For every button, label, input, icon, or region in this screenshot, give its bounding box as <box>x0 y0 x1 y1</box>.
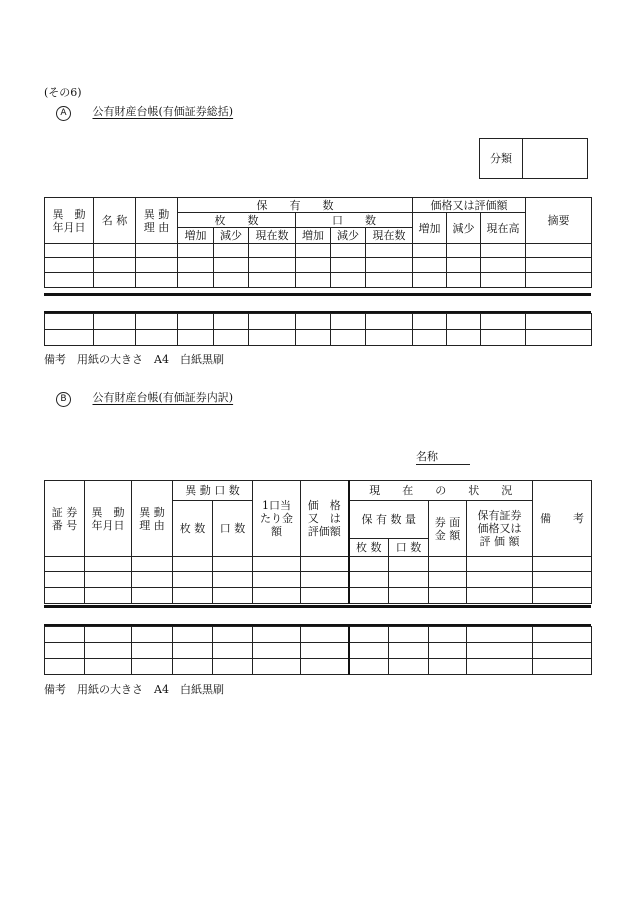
header-held-price: 保有証券 価格又は 評 価 額 <box>467 501 533 557</box>
section-a-heading <box>56 103 233 121</box>
header-units-decrease: 減少 <box>331 228 366 244</box>
header-sheets-decrease: 減少 <box>214 228 249 244</box>
table-row[interactable] <box>45 572 592 588</box>
section-a-note: 備考 用紙の大きさ A4 白紙黒刷 <box>44 353 224 366</box>
header-remarks: 摘要 <box>526 198 592 244</box>
header-sheets2: 枚 数 <box>349 539 389 557</box>
header-cert-no: 証 券 番 号 <box>45 481 85 557</box>
header-units-count: 口 数 <box>213 501 253 557</box>
table-row[interactable] <box>45 588 592 604</box>
section-b-lower-table <box>44 626 592 675</box>
name-label: 名称 <box>416 450 438 463</box>
header-price: 価 格 又 は 評価額 <box>301 481 349 557</box>
name-field[interactable] <box>416 448 470 465</box>
table-row[interactable] <box>45 330 592 346</box>
section-a-lower-table <box>44 313 592 346</box>
header-sheets-count: 枚 数 <box>173 501 213 557</box>
table-row[interactable] <box>45 258 592 273</box>
header-sheets: 枚 数 <box>178 213 296 228</box>
table-row[interactable] <box>45 627 592 643</box>
header-date: 異 動 年月日 <box>85 481 132 557</box>
header-holding: 保 有 数 <box>178 198 413 213</box>
classification-box <box>479 138 588 179</box>
header-units-current: 現在数 <box>366 228 413 244</box>
table-row[interactable] <box>45 659 592 675</box>
header-holding-qty: 保 有 数 量 <box>349 501 429 539</box>
section-b-header-table <box>44 480 592 604</box>
table-row[interactable] <box>45 314 592 330</box>
divider-rule <box>44 293 591 296</box>
classification-label: 分類 <box>480 139 523 179</box>
section-b-heading <box>56 389 233 407</box>
header-reason: 異 動 理 由 <box>132 481 173 557</box>
header-price: 価格又は評価額 <box>413 198 526 213</box>
table-row[interactable] <box>45 643 592 659</box>
table-row[interactable] <box>45 557 592 572</box>
header-per-unit: 1口当 たり金 額 <box>253 481 301 557</box>
header-units-increase: 増加 <box>296 228 331 244</box>
section-b-marker: B <box>56 392 71 407</box>
header-current-status: 現 在 の 状 況 <box>349 481 533 501</box>
section-a-header-table <box>44 197 592 288</box>
header-sheets-current: 現在数 <box>249 228 296 244</box>
page-label: (その6) <box>44 86 82 99</box>
section-a-marker: A <box>56 106 71 121</box>
table-row[interactable] <box>45 244 592 258</box>
header-price-current: 現在高 <box>481 213 526 244</box>
header-price-decrease: 減少 <box>447 213 481 244</box>
header-sheets-increase: 増加 <box>178 228 214 244</box>
header-name: 名 称 <box>94 198 136 244</box>
header-date: 異 動 年月日 <box>45 198 94 244</box>
section-a-title: 公有財産台帳(有価証券総括) <box>92 105 234 118</box>
section-b-title: 公有財産台帳(有価証券内訳) <box>92 391 234 404</box>
header-remarks: 備 考 <box>533 481 592 557</box>
header-reason: 異 動 理 由 <box>136 198 178 244</box>
section-b-note: 備考 用紙の大きさ A4 白紙黒刷 <box>44 683 224 696</box>
table-row[interactable] <box>45 273 592 288</box>
classification-value[interactable] <box>523 139 588 179</box>
divider-rule <box>44 605 591 608</box>
header-price-increase: 増加 <box>413 213 447 244</box>
header-units: 口 数 <box>296 213 413 228</box>
header-units2: 口 数 <box>389 539 429 557</box>
header-units-change: 異 動 口 数 <box>173 481 253 501</box>
header-face-amount: 券 面 金 額 <box>429 501 467 557</box>
